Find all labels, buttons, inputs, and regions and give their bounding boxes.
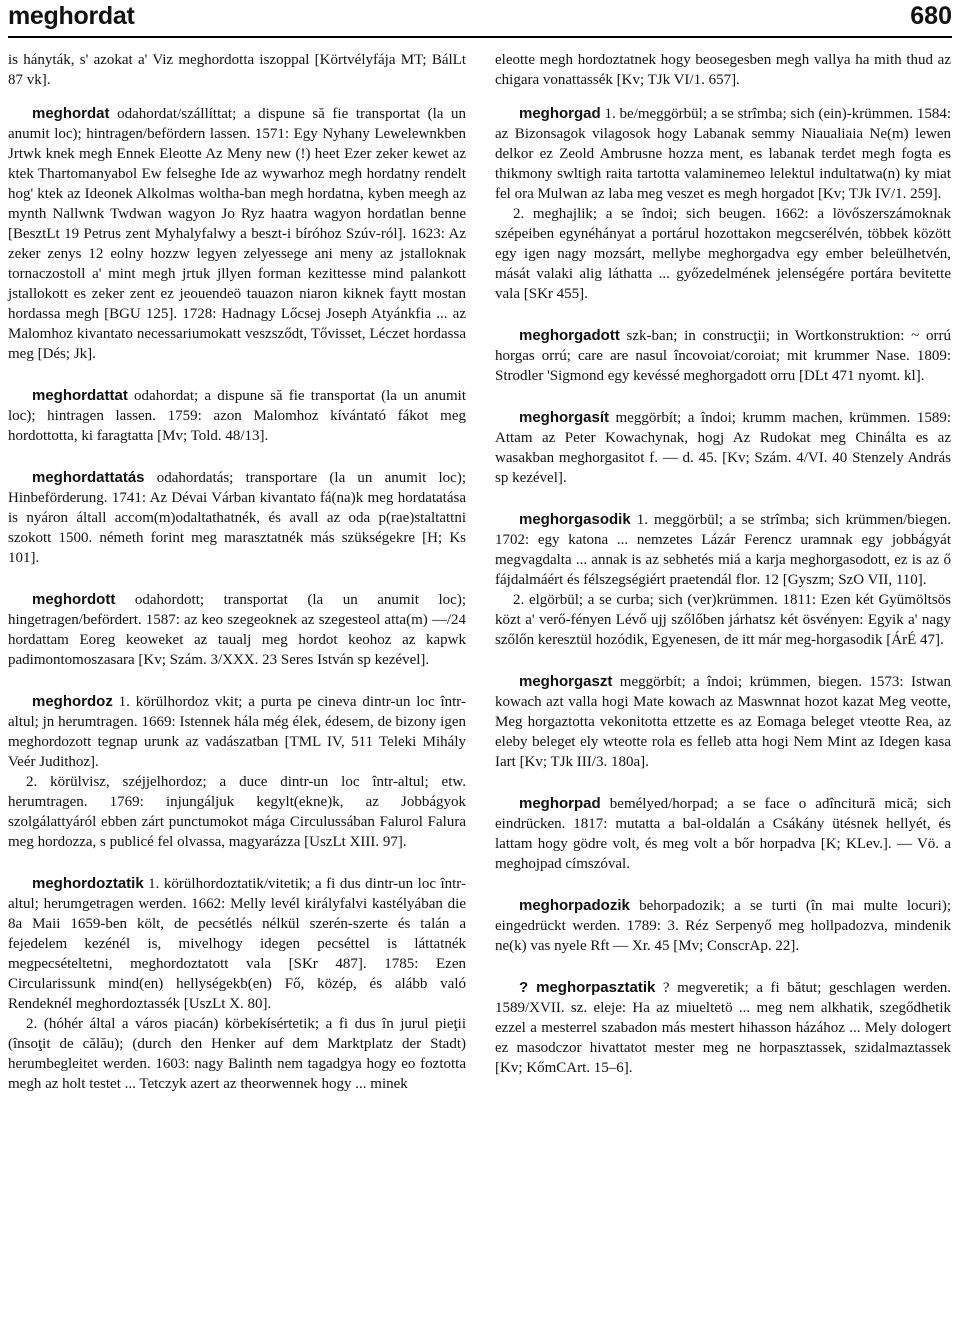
- dictionary-entry: [495, 978, 951, 1078]
- entry-text: odahordott; transportat (la un anumit loc); hingetragen/befördert. 1587: az keo szegeoknek az szegesteol atta(m) —/24 hordattam Eoreg keoweket az taualj meg hordot keohoz az kapwk padimontomoszasara [Kv; Szám. 3/XXX. 23 Seres István sp kezével].: [8, 592, 466, 668]
- entry-lemma: meghordat: [32, 105, 110, 122]
- entry-body: [8, 104, 466, 364]
- entry-body: [495, 896, 951, 956]
- entry-body: [8, 468, 466, 568]
- entry-text: eleotte megh hordoztatnek hogy beosegesben megh vallya ha mith thud az chigara vonattassék [Kv; TJk VI/1. 657].: [495, 52, 951, 88]
- dictionary-entry: [495, 408, 951, 488]
- entry-lemma: meghordattat: [32, 387, 128, 404]
- page-number: 680: [910, 2, 952, 30]
- entry-lemma: meghorgasít: [519, 409, 610, 426]
- entry-text: bemélyed/horpad; a se face o adîncitură mică; sich eindrücken. 1817: mutatta a bal-oldalán a Csákány ütésnek hellyét, és lattam hogy gödre volt, és meg volt a bőr horpadva [K; KLev.]. — Vö. a meghojpad címszóval.: [495, 796, 951, 872]
- entry-body: [8, 874, 466, 1014]
- entry-text: meggörbít; a îndoi; krumm machen, krümmen. 1589: Attam az Peter Kowachynak, hogj Az Rudokat meg Chinálta es az wasakban meghorgasitot f. — d. 45. [Kv; Szám. 4/VI. 40 Stenzely András sp kezével].: [495, 410, 951, 486]
- entry-lemma: meghorpad: [519, 795, 601, 812]
- entry-lemma: meghordoztatik: [32, 875, 144, 892]
- entry-lemma: meghordattatás: [32, 469, 145, 486]
- entry-sense-2: 2. elgörbül; a se curba; sich (ver)krümmen. 1811: Ezen két Gyümöltsös közt a' verő-fényen Lévő ujj szőlőben járhatsz két ösvényen: Egyik a' nagy szőlőn keresztül hozódik, Egyenesen, de itt már meg-horgasodik [ÁrÉ 47].: [495, 592, 951, 648]
- entry-body: [495, 510, 951, 590]
- dictionary-entry: [495, 794, 951, 874]
- entry-body: [495, 978, 951, 1078]
- entry-lemma: meghorgad: [519, 105, 601, 122]
- entry-continuation: [8, 50, 466, 90]
- right-column: [495, 50, 951, 1100]
- entry-text: ? megveretik; a fi bătut; geschlagen werden. 1589/XVII. sz. eleje: Ha az miueltetö ... meg nem alkhatik, szegődhetik ezzel a mesterrel szabadon más mestert hihasson házához ... Mely dologert ez masodczor hivattatot mester meg ne horpasztassek, szidalmaztassek [Kv; KőmCArt. 15–6].: [495, 980, 951, 1076]
- dictionary-entry: [495, 896, 951, 956]
- entry-sense-2: 2. (hóhér által a város piacán) körbekísértetik; a fi dus în jurul pieţii (însoţit de călău); (durch den Henker auf dem Marktplatz der Stadt) herumbegleitet werden. 1603: nagy Balinth nem tagadgya hogy eo foztotta megh az holt testet ... Tetczyk azert az theorwennek hogy ... minek: [8, 1016, 466, 1092]
- entry-lemma: meghordott: [32, 591, 116, 608]
- dictionary-entry: [495, 510, 951, 650]
- dictionary-entry: [495, 326, 951, 386]
- entry-text: odahordat; a dispune să fie transportat (la un anumit loc); hintragen lassen. 1759: azon Malomhoz kívántató fákot meg hordottotta, ki faragtatta [Mv; Told. 48/13].: [8, 388, 466, 444]
- entry-body: [495, 104, 951, 204]
- dictionary-entry: [495, 672, 951, 772]
- dictionary-entry: [8, 386, 466, 446]
- entry-body: [8, 386, 466, 446]
- entry-body: [495, 326, 951, 386]
- dictionary-entry: [8, 692, 466, 852]
- entry-lemma: meghorgaszt: [519, 673, 613, 690]
- entry-text: odahordat/szállíttat; a dispune să fie transportat (la un anumit loc); hintragen/befördern lassen. 1571: Egy Nyhany Lewelewnkben Jrtwk knek megh Ennek Eleotte Az Meny new (!) heet Ezer zeker kewet az ktek Thartomanyabol Ew felseghe Ide az wywarhoz megh hordatny rendelt hog' ktek az Ideonek Alkolmas woltha-ban megh hordatna, kyben meegh az mynth Nallwnk Twdwan wagyon Jo Ryz haatra wagyon hordatlan benne [BesztLt 19 Petrus zent Myhalyfalwy a beszt-i bíróhoz Szúv-ról]. 1623: Az zeker zenys 12 eolny hozzw legyen zelyessege ani meny az jstalloknak tornaczostoll a' mint megh jrtuk jllyen forman kezittesse mind palankott jstallokott es zeker zent ez jeouendeö tauazon niaron kiknek faytt mostan hordassa megh [BGU 125]. 1728: Hadnagy Lőcsej Joseph Atyánkfia ... az Malomhoz kivantato necessariumokatt veszsződt, Tővisset, Léczet hordassa meg [Dés; Jk].: [8, 106, 466, 362]
- entry-lemma: ? meghorpasztatik: [519, 979, 656, 996]
- entry-sense-1: 1. körülhordoztatik/vitetik; a fi dus dintr-un loc într-altul; herumgetragen werden. 1662: Melly levél királyfalvi kastélyában die 8a Maii 1659-ben költ, de pecsétlés nélkül szerén-szerte és talán a fejedelem kezénél is, mivelhogy idegen pecséttel is láttatnék megpecsételtetni, meghordoztatott vala [SKr 487]. 1785: Ezen Circularissunk mind(en) hellységekb(en) Fő, közép, és alább való Rendeknél meghordoztassék [UszLt X. 80].: [8, 876, 466, 1012]
- dictionary-entry: [8, 590, 466, 670]
- entry-lemma: meghorgasodik: [519, 511, 631, 528]
- entry-text: behorpadozik; a se turti (în mai multe locuri); eingedrückt werden. 1789: 3. Réz Serpenyő meg hollpadozva, mindenik ne(k) vas nyele Rft — Xr. 45 [Mv; ConscrAp. 22].: [495, 898, 951, 954]
- running-headword: meghordat: [8, 2, 135, 30]
- entry-sense-1: 1. körülhordoz vkit; a purta pe cineva dintr-un loc într-altul; jn herumtragen. 1669: Istennek hála még élek, édesem, de bizony igen meghordozott tegnap urunk az vadászatban [TML IV, 511 Teleki Mihály Veér Judithoz].: [8, 694, 466, 770]
- entry-text: is hányták, s' azokat a' Viz meghordotta iszoppal [Körtvélyfája MT; BálLt 87 vk].: [8, 52, 466, 88]
- entry-lemma: meghorpadozik: [519, 897, 630, 914]
- entry-sense-1: 1. be/meggörbül; a se strîmba; sich (ein)-krümmen. 1584: az Bizonsagok vilagosok hogy Labanak semmy Niaualiaia Ne(m) lewen delkor ez Zeold Ambrusne hozza ment, es labanak terdet megh fogta es thikmony swltigh raita tartotta valaminemeo lelektul indultatwa(n) ky miat fel ora Mulwan az laba meg veszet es megh horgadot [Kv; TJk IV/1. 259].: [495, 106, 951, 202]
- entry-sense-2: 2. meghajlik; a se îndoi; sich beugen. 1662: a lövőszerszámoknak szépeiben egynéhányat a portárul hozottakon megcserélvén, többek között egy igen nagy mozsárt, mellybe meghorgadva egy ember beleülhetvén, mását valaki alig láthatta ... győzedelmének jelenségére portára bevitette vala [SKr 455].: [495, 206, 951, 302]
- entry-body: [8, 692, 466, 772]
- dictionary-entry: [8, 104, 466, 364]
- entry-body: [495, 408, 951, 488]
- page-header: [8, 0, 952, 38]
- entry-text: szk-ban; in construcţii; in Wortkonstruktion: ~ orrú horgas orrú; care are nasul încovoiat/coroiat; mit krummer Nase. 1809: Strodler 'Sigmond egy kevéssé meghorgadott orru [DLt 471 nyomt. kl].: [495, 328, 951, 384]
- entry-body: [8, 590, 466, 670]
- entry-lemma: meghorgadott: [519, 327, 620, 344]
- entry-lemma: meghordoz: [32, 693, 113, 710]
- dictionary-entry: [8, 468, 466, 568]
- entry-continuation: [495, 50, 951, 90]
- entry-sense-2: 2. körülvisz, széjjelhordoz; a duce dintr-un loc într-altul; etw. herumtragen. 1769: injungáljuk kegylt(ekne)k, az Jobbágyok szolgálattyáról ebben zárt punctumokot mága Circulussában Falurol Falura meg hordozza, s publicé fel olvassa, magyarázza [UszLt XIII. 97].: [8, 774, 466, 850]
- left-column: [8, 50, 466, 1116]
- entry-text: odahordatás; transportare (la un anumit loc); Hinbeförderung. 1741: Az Dévai Várban kivantato fá(na)k meg hordatatása is nyáron általl accom(m)odaltathatnék, és avall az oda p(rae)staltattni szokott 1500. németh forint meg marasztatnék más szükségekre [H; Ks 101].: [8, 470, 466, 566]
- dictionary-entry: [495, 104, 951, 304]
- entry-sense-1: 1. meggörbül; a se strîmba; sich krümmen/biegen. 1702: egy katona ... nemzetes Lázár Ferencz uramnak egy jobbágyát megvagdalta ... annak is az sebhetés miá a karja meghorgasodott, ez is az ő fájdalmáért és félszegségiért praetendál flor. 12 [Gyszm; SzO VII, 110].: [495, 512, 951, 588]
- dictionary-entry: [8, 874, 466, 1094]
- entry-text: meggörbít; a îndoi; krümmen, biegen. 1573: Istwan kowach azt valla hogi Mate kowach az Maswnnat hozot kazat Meg veotte, Meg horgaztotta vekonitotta ettzette es az Eomaga beleget vteotte Rea, az eleby beleget ely wteotte rola es felleb atta hogi Nem Mint az Idegen kasa Iart [Kv; TJk III/3. 180a].: [495, 674, 951, 770]
- entry-body: [495, 672, 951, 772]
- entry-body: [495, 794, 951, 874]
